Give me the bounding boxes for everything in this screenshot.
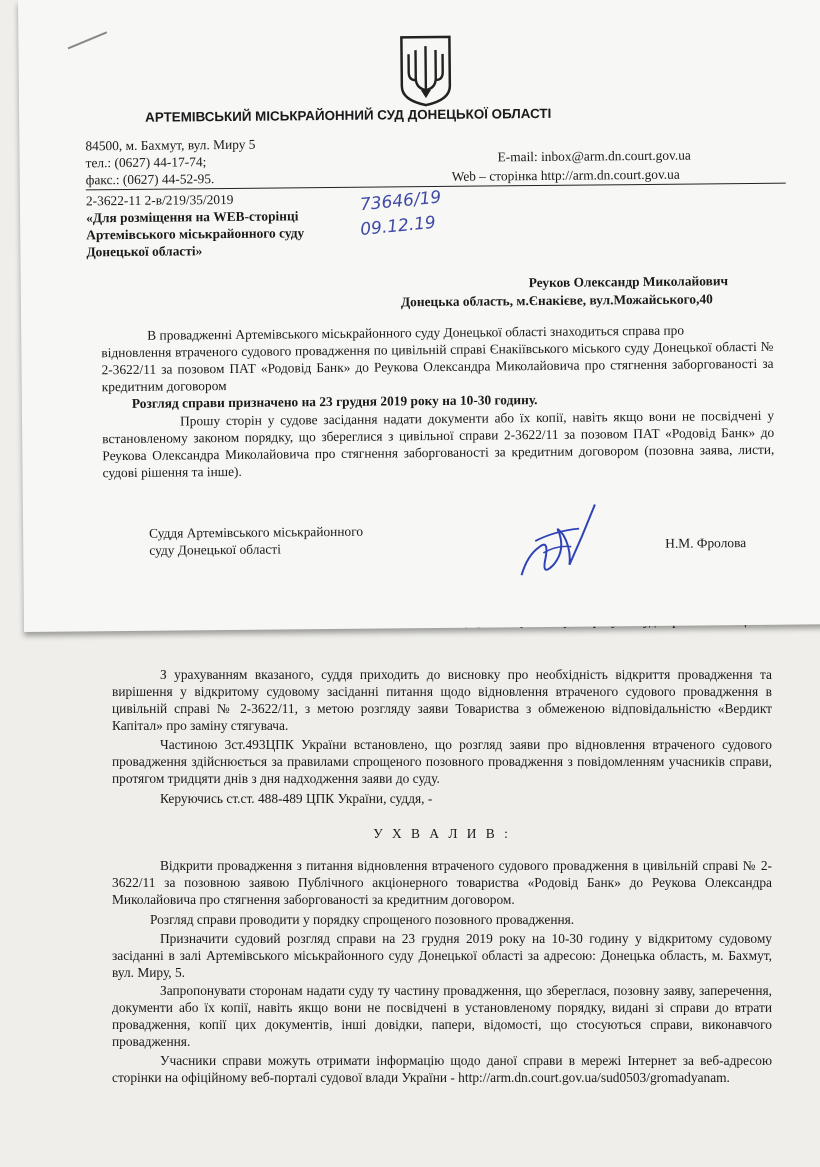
pencil-mark xyxy=(68,31,108,49)
court-website: Web – сторінка http://arm.dn.court.gov.ua xyxy=(451,166,680,184)
judge-role-line-1: Суддя Артемівського міськрайонного xyxy=(149,523,364,541)
ruling-paragraph-4: Керуючись ст.ст. 488-489 ЦПК України, суддя, - xyxy=(160,791,433,806)
ruling-decision-4: Запропонувати сторонам надати суду ту частину провадження, що збереглася, позовну заяву, заперечення, документи або їх копії, навіть якщо вони не посвідчені в установленому порядку, видані зі справи до втрати провадження, копії цих документів, інші довідки, папери, відомості, що стосуються справи, виконавчого провадження. xyxy=(112,983,772,1049)
letter-paragraph-1: відновлення втраченого судового провадження по цивільній справі Єнакіївського міського суду Донецької області № 2-3622/11 за позовом ПАТ «Родовід Банк» до Реукова Олександра Миколайовича про стягнення заборгованості за кредитним договором xyxy=(101,338,774,395)
court-title: АРТЕМІВСЬКИЙ МІСЬКРАЙОННИЙ СУД ДОНЕЦЬКОЇ ОБЛАСТІ xyxy=(145,105,552,125)
trident-emblem-icon xyxy=(398,34,453,109)
ruling-decision-3: Призначити судовий розгляд справи на 23 грудня 2019 року на 10-30 годину у відкритому судовому засіданні в залі Артемівського міськрайонного суду Донецької області за адресою: Донецька область, м. Бахмут, вул. Миру, 5. xyxy=(112,931,772,980)
judge-role-line-2: суду Донецької області xyxy=(149,541,281,558)
court-address: 84500, м. Бахмут, вул. Миру 5 xyxy=(85,136,256,154)
ruling-heading: У Х В А Л И В : xyxy=(373,826,511,841)
ruling-sheet xyxy=(0,560,820,1167)
incoming-number-stamp: 73646/19 xyxy=(359,187,443,216)
web-note-line-2: Артемівського міськрайонного суду xyxy=(86,225,305,243)
case-reference: 2-3622-11 2-в/219/35/2019 xyxy=(85,191,234,209)
court-email: E-mail: inbox@arm.dn.court.gov.ua xyxy=(497,147,691,165)
hearing-date: Розгляд справи призначено на 23 грудня 2019 року на 10-30 годину. xyxy=(131,392,538,411)
court-phone: тел.: (0627) 44-17-74; xyxy=(85,154,207,171)
web-note-line-3: Донецької області» xyxy=(86,243,203,260)
court-fax: факс.: (0627) 44-52-95. xyxy=(85,171,215,188)
ruling-paragraph-2: З урахуванням вказаного, суддя приходить до висновку про необхідність відкриття провадження та вирішення у відкритому судовому засіданні питання щодо відновлення втраченого судового провадження в цивільній справі № 2-3622/11, з метою розгляду заяви Товариства з обмеженою відповідальністю «Вердикт Капітал» про заміну стягувача. xyxy=(112,667,772,733)
ruling-paragraph-3: Частиною 3ст.493ЦПК України встановлено, що розгляд заяви про відновлення втраченого судового провадження здійснюється за правилами спрощеного позовного провадження з повідомленням учасників справи, протягом тридцяти днів з дня надходження заяви до суду. xyxy=(112,737,772,786)
ruling-decision-5: Учасники справи можуть отримати інформацію щодо даної справи в мережі Інтернет за веб-адресою сторінки на офіційному веб-порталі судової влади України - http://arm.dn.court.gov.ua/sud0503/gromadyanam. xyxy=(112,1053,772,1085)
ruling-decision-2: Розгляд справи проводити у порядку спрощеного позовного провадження. xyxy=(150,912,575,927)
recipient-address: Донецька область, м.Єнакієве, вул.Можайського,40 xyxy=(400,291,713,310)
letter-paragraph-1-first-line: В провадженні Артемівського міськрайонного суду Донецької області знаходиться справа про xyxy=(147,322,685,343)
ruling-decision-1: Відкрити провадження з питання відновлення втраченого судового провадження в цивільній справі № 2-3622/11 за позовною заявою Публічного акціонерного товариства «Родовід Банк» до Реукова Олександра Миколайовича про стягнення заборгованості за кредитним договором. xyxy=(112,858,772,907)
incoming-date-stamp: 09.12.19 xyxy=(359,212,437,240)
judge-name: Н.М. Фролова xyxy=(665,535,747,551)
handwritten-signature-icon xyxy=(513,494,604,585)
notice-sheet xyxy=(18,0,820,632)
web-note-line-1: «Для розміщення на WEB-сторінці xyxy=(86,208,299,226)
document-request: Прошу сторін у судове засідання надати документи або їх копії, навіть якщо вони не посвідчені у встановленому законом порядку, що збереглися з цивільної справи 2-3622/11 за позовом ПАТ «Родовід Банк» до Реукова Олександра Миколайовича про стягнення заборгованості за кредитним договором (позовна заява, листи, судові рішення та інше). xyxy=(102,407,775,481)
recipient-name: Реуков Олександр Миколайович xyxy=(528,273,729,291)
